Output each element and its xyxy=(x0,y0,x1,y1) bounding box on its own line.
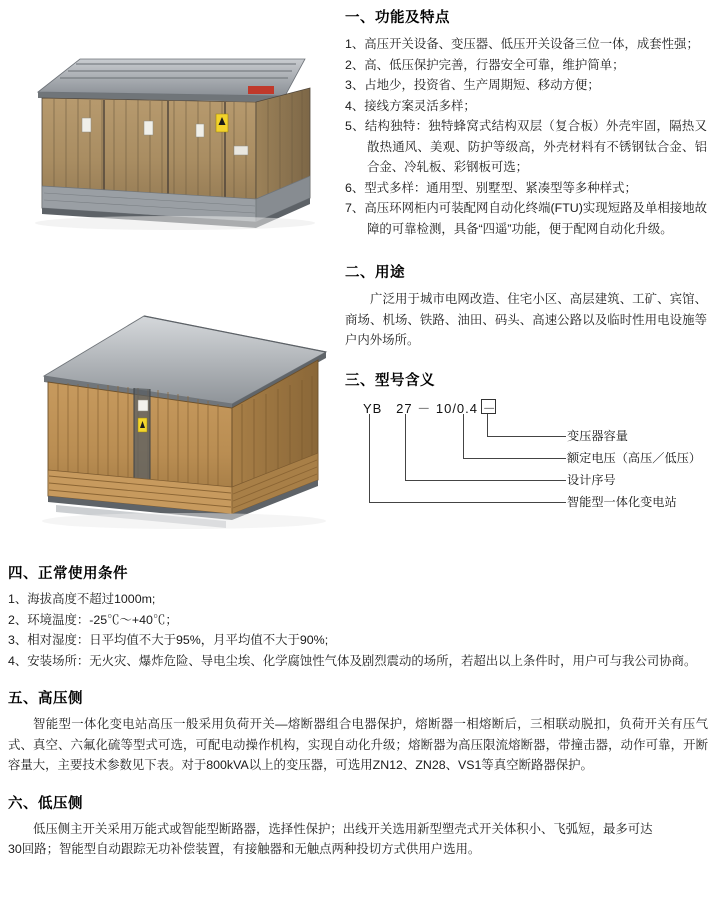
model-label-design: 设计序号 xyxy=(567,472,616,487)
feature-item: 2、高、低压保护完善，行器安全可靠，维护简单； xyxy=(345,57,625,72)
feature-item: 6、型式多样：通用型、别墅型、紧凑型等多种样式； xyxy=(345,180,637,195)
features-list xyxy=(345,34,707,239)
feature-item: 1、高压开关设备、变压器、低压开关设备三位一体，成套性强； xyxy=(345,37,699,51)
high-voltage-title: 五、高压侧 xyxy=(8,691,83,707)
usage-text: 广泛用于城市电网改造、住宅小区、高层建筑、工矿、宾馆、商场、机场、铁路、油田、码头、高速公路以及临时性用电设施等户内外场所。 xyxy=(345,292,707,347)
right-column xyxy=(345,6,707,523)
model-label-voltage: 额定电压（高压／低压） xyxy=(567,450,702,465)
low-voltage-title: 六、低压侧 xyxy=(8,795,83,812)
model-label-product: 智能型一体化变电站 xyxy=(567,494,677,509)
lower-sections xyxy=(8,562,708,870)
low-voltage-text-2: 30回路；智能型自动跟踪无功补偿装置，有接触器和无触点两种投切方式供用户选用。 xyxy=(8,842,481,856)
condition-item: 2、环境温度：-25℃～+40℃； xyxy=(8,612,178,627)
high-voltage-text: 智能型一体化变电站高压一般采用负荷开关—熔断器组合电器保护，熔断器一相熔断后，三相联动脱扣，负荷开关有压气式、真空、六氟化硫等型式可选，可配电动操作机构，实现自动化升级；熔断器为高压限流熔断器，带撞击器，动作可靠，开断容量大，主要技术参数见下表。对于800kVA以上的变压器，可选用ZN12、ZN28、VS1等真空断路器保护。 xyxy=(8,717,708,772)
feature-item: 7、高压环网柜内可装配网自动化终端(FTU)实现短路及单相接地故障的可靠检测，具备“四遥”功能，便于配网自动化升级。 xyxy=(345,201,707,236)
leader-line-product xyxy=(369,414,566,503)
section-features xyxy=(345,6,707,239)
condition-item: 4、安装场所：无火灾、爆炸危险、导电尘埃、化学腐蚀性气体及剧烈震动的场所，若超出以上条件时，用户可与我公司协商。 xyxy=(8,653,697,668)
model-capacity-box xyxy=(481,399,496,414)
features-title: 一、功能及特点 xyxy=(345,10,450,26)
section-conditions xyxy=(8,562,708,671)
substation-photo-metal-enclosure xyxy=(20,26,330,236)
section-high-voltage xyxy=(8,687,708,776)
model-title: 三、型号含义 xyxy=(345,372,435,389)
usage-title: 二、用途 xyxy=(345,265,405,281)
feature-item: 4、接线方案灵活多样； xyxy=(345,98,476,113)
model-meaning-diagram xyxy=(345,398,707,523)
condition-item: 3、相对湿度：日平均值不大于95%，月平均值不大于90%; xyxy=(8,633,329,647)
section-model xyxy=(345,369,707,523)
substation-photo-wood-enclosure xyxy=(26,300,338,535)
model-label-capacity: 变压器容量 xyxy=(567,428,628,443)
conditions-title: 四、正常使用条件 xyxy=(8,566,128,582)
section-usage xyxy=(345,261,707,351)
feature-item: 3、占地少，投资省、生产周期短、移动方便； xyxy=(345,78,600,92)
section-low-voltage xyxy=(8,792,708,860)
condition-item: 1、海拔高度不超过1000m; xyxy=(8,592,156,606)
model-code-text: YB 27 － 10/0.4 － xyxy=(363,400,497,416)
feature-item: 5、结构独特：独特蜂窝式结构双层（复合板）外壳牢固，隔热又散热通风、美观、防护等级高，外壳材料有不锈钢钛合金、铝合金、冷轧板、彩钢板可选； xyxy=(345,119,707,174)
low-voltage-text-1: 低压侧主开关采用万能式或智能型断路器，选择性保护；出线开关选用新型塑壳式开关体积小、飞弧短，最多可达 xyxy=(33,821,653,836)
